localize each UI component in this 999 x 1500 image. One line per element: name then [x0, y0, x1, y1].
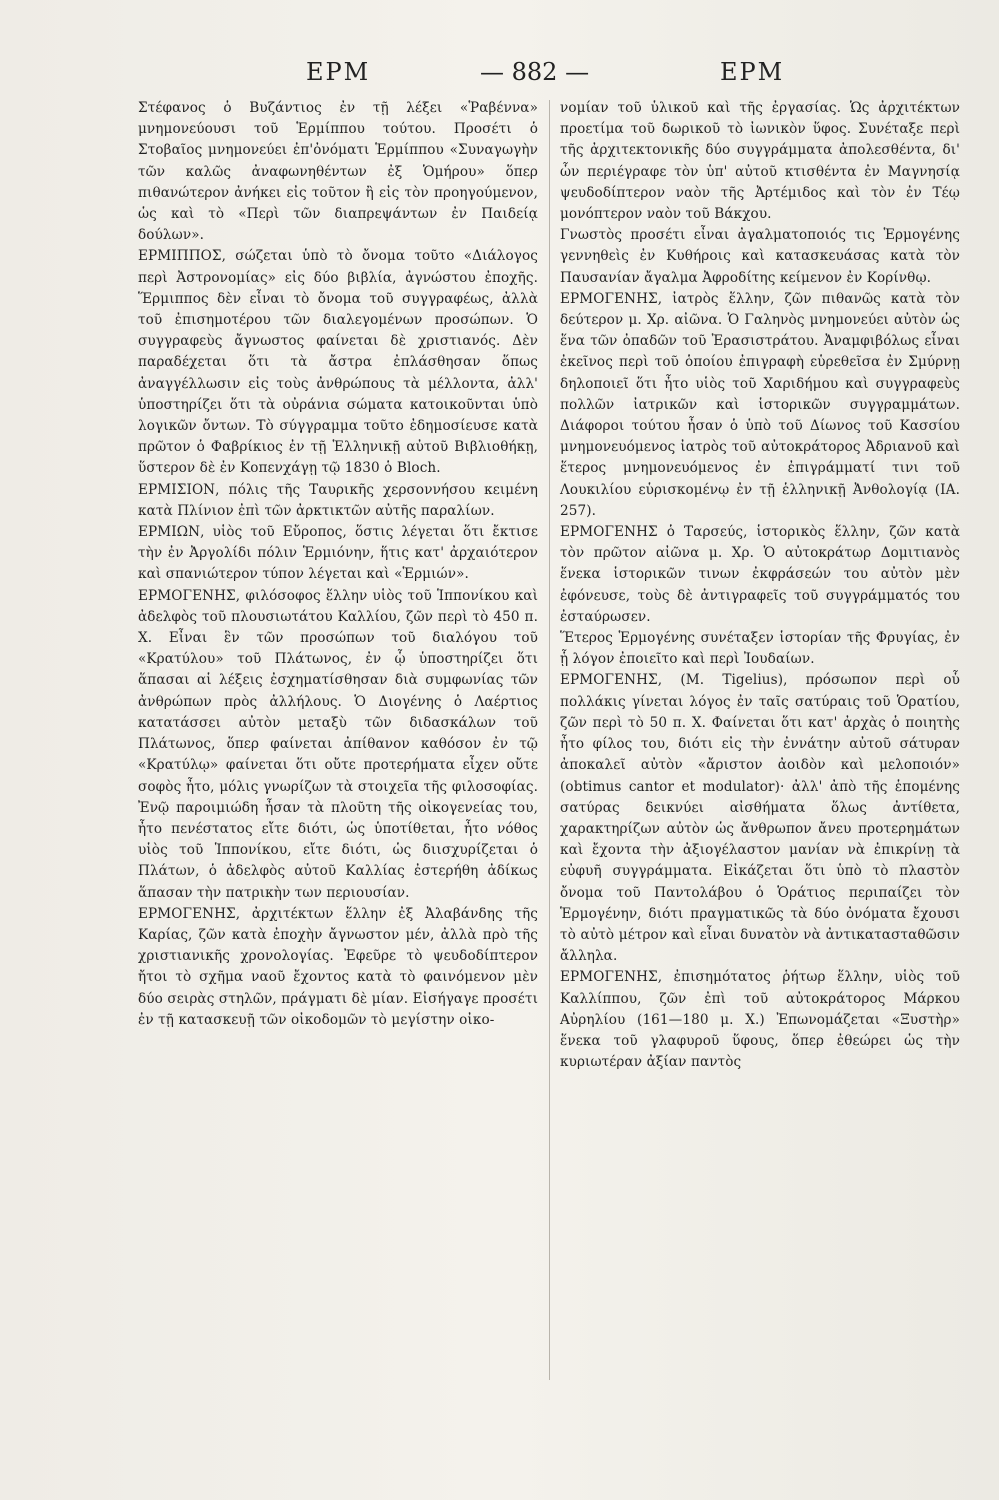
column-divider: [549, 100, 550, 1380]
running-header: [0, 58, 999, 98]
header-left-guideword: ΕΡΜ: [306, 58, 371, 86]
entry-hermogenes-physician: ΕΡΜΟΓΕΝΗΣ, ἰατρὸς ἕλλην, ζῶν πιθανῶς κατὰ τὸν δεύτερον μ. Χρ. αἰῶνα. Ὁ Γαληνὸς μνημονεύει αὐτὸν ὡς ἕνα τῶν ὀπαδῶν τοῦ Ἐρασιστράτου. Ἀναμφιβόλως εἶναι ἐκεῖνος περὶ τοῦ ὁποίου ἐπιγραφὴ εὑρεθεῖσα ἐν Σμύρνῃ δηλοποιεῖ ὅτι ἦτο υἱὸς τοῦ Χαριδήμου καὶ συγγραφεὺς πολλῶν ἰατρικῶν καὶ ἱστορικῶν συγγραμμάτων. Διάφοροι τούτου ἦσαν ὁ ὑπὸ τοῦ Δίωνος τοῦ Κασσίου μνημονευόμενος ἰατρὸς τοῦ αὐτοκράτορος Ἀδριανοῦ καὶ ἕτερος μνημονευόμενος ἐν ἐπιγράμματί τινι τοῦ Λουκιλίου εὑρισκομένῳ ἐν τῇ ἑλληνικῇ Ἀνθολογίᾳ (ΙΑ. 257).: [560, 290, 960, 519]
left-column: [138, 98, 538, 1031]
entry-hermippos-dialogue: ΕΡΜΙΠΠΟΣ, σώζεται ὑπὸ τὸ ὄνομα τοῦτο «Διάλογος περὶ Ἀστρονομίας» εἰς δύο βιβλία, ἀγνώστου ἐποχῆς. Ἕρμιππος δὲν εἶναι τὸ ὄνομα τοῦ συγγραφέως, ἀλλὰ τοῦ ἐπισημοτέρου τῶν διαλεγομένων προσώπων. Ὁ συγγραφεὺς ἄγνωστος φαίνεται δὲ χριστιανός. Δὲν παραδέχεται ὅτι τὰ ἄστρα ἐπλάσθησαν ὅπως ἀναγγέλλωσιν εἰς τοὺς ἀνθρώπους τὰ μέλλοντα, ἀλλ' ὑποστηρίζει ὅτι τὰ οὐράνια σώματα κατοικοῦνται ὑπὸ λογικῶν ὄντων. Τὸ σύγγραμμα τοῦτο ἐδημοσίευσε κατὰ πρῶτον ὁ Φαβρίκιος ἐν τῇ Ἑλληνικῇ αὐτοῦ Βιβλιοθήκῃ, ὕστερον δὲ ἐν Κοπενχάγῃ τῷ 1830 ὁ Bloch.: [138, 248, 538, 477]
entry-hermision: ΕΡΜΙΣΙΟΝ, πόλις τῆς Ταυρικῆς χερσοννήσου κειμένη κατὰ Πλίνιον ἐπὶ τῶν ἀρκτικτῶν αὐτῆς παραλίων.: [138, 481, 538, 519]
right-column: [560, 98, 960, 1073]
entry-hermion: ΕΡΜΙΩΝ, υἱὸς τοῦ Εὔροπος, ὅστις λέγεται ὅτι ἔκτισε τὴν ἐν Ἀργολίδι πόλιν Ἑρμιόνην, ἥτις κατ' ἀρχαιότερον καὶ σπανιώτερον τύπον λέγεται καὶ «Ἑρμιών».: [138, 524, 538, 583]
paragraph: Γνωστὸς προσέτι εἶναι ἀγαλματοποιός τις Ἑρμογένης γεννηθεὶς ἐν Κυθήροις καὶ κατασκευάσας κατὰ τὸν Παυσανίαν ἄγαλμα Ἀφροδίτης κείμενον ἐν Κορίνθῳ.: [560, 227, 960, 286]
entry-hermogenes-architect: ΕΡΜΟΓΕΝΗΣ, ἀρχιτέκτων ἕλλην ἐξ Ἀλαβάνδης τῆς Καρίας, ζῶν κατὰ ἐποχὴν ἄγνωστον μέν, ἀλλὰ πρὸ τῆς χριστιανικῆς χρονολογίας. Ἐφεῦρε τὸ ψευδοδίπτερον ἤτοι τὸ σχῆμα ναοῦ ἔχοντος κατὰ τὸ φαινόμενον μὲν δύο σειρὰς στηλῶν, πράγματι δὲ μίαν. Εἰσήγαγε προσέτι ἐν τῇ κατασκευῇ τῶν οἰκοδομῶν τὸ μεγίστην οἰκο-: [138, 905, 538, 1028]
entry-hermogenes-tarsus: ΕΡΜΟΓΕΝΗΣ ὁ Ταρσεύς, ἱστορικὸς ἕλλην, ζῶν κατὰ τὸν πρῶτον αἰῶνα μ. Χρ. Ὁ αὐτοκράτωρ Δομιτιανὸς ἕνεκα ἱστορικῶν τινων ἐκφράσεών του αὐτὸν μὲν ἐφόνευσε, τοὺς δὲ ἀντιγραφεῖς τοῦ συγγράμματός του ἐσταύρωσεν.: [560, 524, 960, 625]
paragraph: νομίαν τοῦ ὑλικοῦ καὶ τῆς ἐργασίας. Ὡς ἀρχιτέκτων προετίμα τοῦ δωρικοῦ τὸ ἰωνικὸν ὕφος. Συνέταξε περὶ τῆς ἀρχιτεκτονικῆς δύο συγγράμματα ἀπολεσθέντα, δι' ὧν περιέγραφε τὸν ὑπ' αὐτοῦ κτισθέντα ἐν Μαγνησίᾳ ψευδοδίπτερον ναὸν τῆς Ἀρτέμιδος καὶ τὸν ἐν Τέῳ μονόπτερον ναὸν τοῦ Βάκχου.: [560, 100, 960, 223]
entry-hermogenes-rhetor: ΕΡΜΟΓΕΝΗΣ, ἐπισημότατος ῥήτωρ ἕλλην, υἱὸς τοῦ Καλλίππου, ζῶν ἐπὶ τοῦ αὐτοκράτορος Μάρκου Αὐρηλίου (161—180 μ. Χ.) Ἐπωνομάζεται «Ξυστὴρ» ἕνεκα τοῦ γλαφυροῦ ὕφους, ὅπερ ἐθεώρει ὡς τὴν κυριωτέραν ἀξίαν παντὸς: [560, 969, 960, 1071]
entry-hermogenes-philosopher: ΕΡΜΟΓΕΝΗΣ, φιλόσοφος ἕλλην υἱὸς τοῦ Ἱππονίκου καὶ ἀδελφὸς τοῦ πλουσιωτάτου Καλλίου, ζῶν περὶ τὸ 450 π. Χ. Εἶναι ἓν τῶν προσώπων τοῦ διαλόγου τοῦ «Κρατύλου» τοῦ Πλάτωνος, ἐν ᾧ ὑποστηρίζει ὅτι ἅπασαι αἱ λέξεις ἐσχηματίσθησαν διὰ συμφωνίας τῶν ἀνθρώπων πρὸς ἀλλήλους. Ὁ Διογένης ὁ Λαέρτιος κατατάσσει αὐτὸν μεταξὺ τῶν διδασκάλων τοῦ Πλάτωνος, ὅπερ φαίνεται ἀπίθανον καθόσον ἐν τῷ «Κρατύλῳ» φαίνεται ὅτι οὔτε προτερήματα εἶχεν οὔτε σοφὸς ἦτο, μόλις γνωρίζων τὰ στοιχεῖα τῆς φιλοσοφίας. Ἐνῷ παροιμιώδη ἦσαν τὰ πλοῦτη τῆς οἰκογενείας του, ἦτο πενέστατος εἴτε διότι, ὡς ὑποτίθεται, ἦτο νόθος υἱὸς τοῦ Ἱππονίκου, εἴτε διότι, ὡς διισχυρίζεται ὁ Πλάτων, ὁ ἀδελφὸς αὐτοῦ Καλλίας ἐστερήθη ἀδίκως ἅπασαν τὴν πατρικὴν των περιουσίαν.: [138, 587, 538, 901]
header-right-guideword: ΕΡΜ: [720, 58, 785, 86]
page-number: — 882 —: [480, 58, 590, 86]
paragraph: Στέφανος ὁ Βυζάντιος ἐν τῇ λέξει «Ῥαβέννα» μνημονεύουσι τοῦ Ἑρμίππου τούτου. Προσέτι ὁ Στοβαῖος μνημονεύει ἐπ'ὀνόματι Ἑρμίππου «Συναγωγὴν τῶν καλῶς ἀναφωνηθέντων ἐξ Ὁμήρου» ὅπερ πιθανώτερον ἀνήκει εἰς τοῦτον ἢ εἰς τὸν προηγούμενον, ὡς καὶ τὸ «Περὶ τῶν διαπρεψάντων ἐν Παιδείᾳ δούλων».: [138, 100, 538, 244]
paragraph: Ἕτερος Ἑρμογένης συνέταξεν ἱστορίαν τῆς Φρυγίας, ἐν ᾗ λόγον ἐποιεῖτο καὶ περὶ Ἰουδαίων.: [560, 630, 960, 668]
entry-hermogenes-tigelius: ΕΡΜΟΓΕΝΗΣ, (M. Tigelius), πρόσωπον περὶ οὗ πολλάκις γίνεται λόγος ἐν ταῖς σατύραις τοῦ Ὁρατίου, ζῶν περὶ τὸ 50 π. Χ. Φαίνεται ὅτι κατ' ἀρχὰς ὁ ποιητὴς ἦτο φίλος του, διότι εἰς τὴν ἐννάτην αὐτοῦ σάτυραν ἀποκαλεῖ αὐτὸν «ἄριστον ἀοιδὸν καὶ μελοποιόν» (obtimus cantor et modulator)· ἀλλ' ἀπὸ τῆς ἑπομένης σατύρας δεικνύει αἰσθήματα ὅλως ἀντίθετα, χαρακτηρίζων αὐτὸν ὡς ἄνθρωπον ἄνευ προτερημάτων καὶ ἔχοντα τὴν ἀξιογέλαστον μανίαν νὰ ἐπικρίνῃ τὰ εὐφυῆ συγγράμματα. Εἰκάζεται ὅτι ὑπὸ τὸ πλαστὸν ὄνομα τοῦ Παντολάβου ὁ Ὁράτιος περιπαίζει τὸν Ἑρμογένην, διότι πραγματικῶς τὰ δύο ὀνόματα ἔχουσι τὸ αὐτὸ μέτρον καὶ εἶναι δυνατὸν νὰ ἀντικατασταθῶσιν ἄλληλα.: [560, 672, 960, 965]
